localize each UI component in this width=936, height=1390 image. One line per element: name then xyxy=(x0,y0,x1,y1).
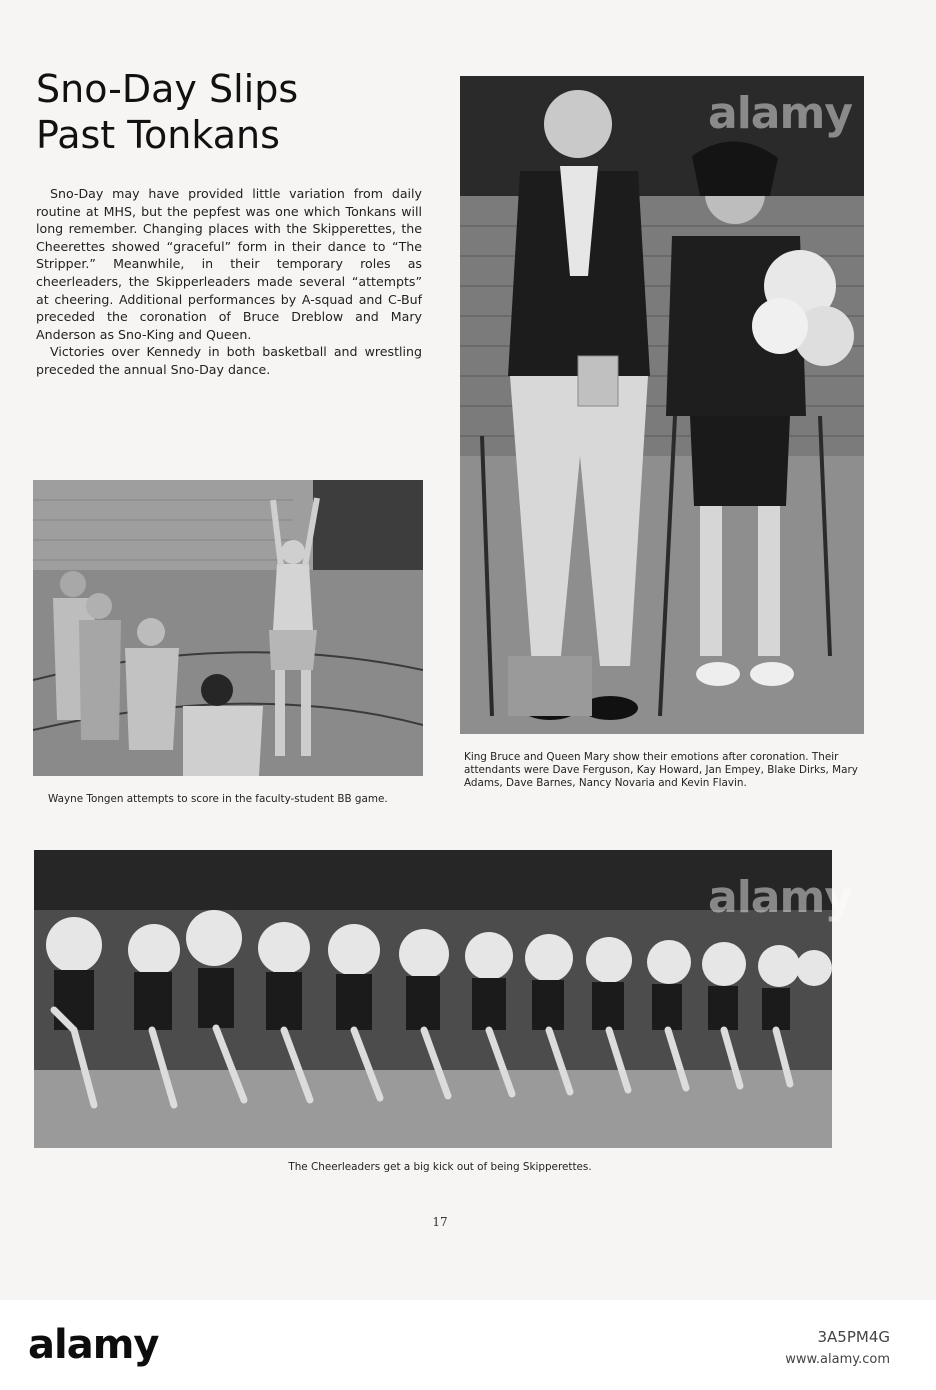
basketball-caption: Wayne Tongen attempts to score in the faculty-student BB game. xyxy=(48,793,388,805)
page-title xyxy=(36,66,436,158)
title-line-2: Past Tonkans xyxy=(36,113,280,157)
title-line-1: Sno-Day Slips xyxy=(36,67,299,111)
article-paragraph-2: Victories over Kennedy in both basketball and wrestling preceded the annual Sno-Day dance. xyxy=(36,344,422,377)
coronation-caption: King Bruce and Queen Mary show their emotions after coronation. Their attendants were Dave Ferguson, Kay Howard, Jan Empey, Blake Dirks, Mary Adams, Dave Barnes, Nancy Novaria and Kevin Flavin. xyxy=(464,751,858,789)
alamy-logo: alamy xyxy=(28,1322,159,1368)
watermark-bottom: alamy xyxy=(708,872,852,923)
coronation-photo xyxy=(460,76,864,734)
site-url: www.alamy.com xyxy=(785,1352,890,1367)
watermark-top: alamy xyxy=(708,88,852,139)
page-number: 17 xyxy=(432,1215,448,1229)
stock-footer xyxy=(0,1300,936,1390)
cheerleaders-caption: The Cheerleaders get a big kick out of being Skipperettes. xyxy=(288,1161,592,1173)
article-body xyxy=(36,185,422,379)
basketball-photo xyxy=(33,480,423,776)
image-id: 3A5PM4G xyxy=(817,1328,890,1346)
cheerleaders-photo xyxy=(34,850,832,1148)
article-paragraph-1: Sno-Day may have provided little variation from daily routine at MHS, but the pepfest was one which Tonkans will long remember. Changing places with the Skipperettes, the Cheerettes showed “graceful” form in their dance to “The Stripper.” Meanwhile, in their temporary roles as cheerleaders, the Skipperleaders made several “attempts” at cheering. Additional performances by A-squad and C-Buf preceded the coronation of Bruce Dreblow and Mary Anderson as Sno-King and Queen. xyxy=(36,186,422,342)
